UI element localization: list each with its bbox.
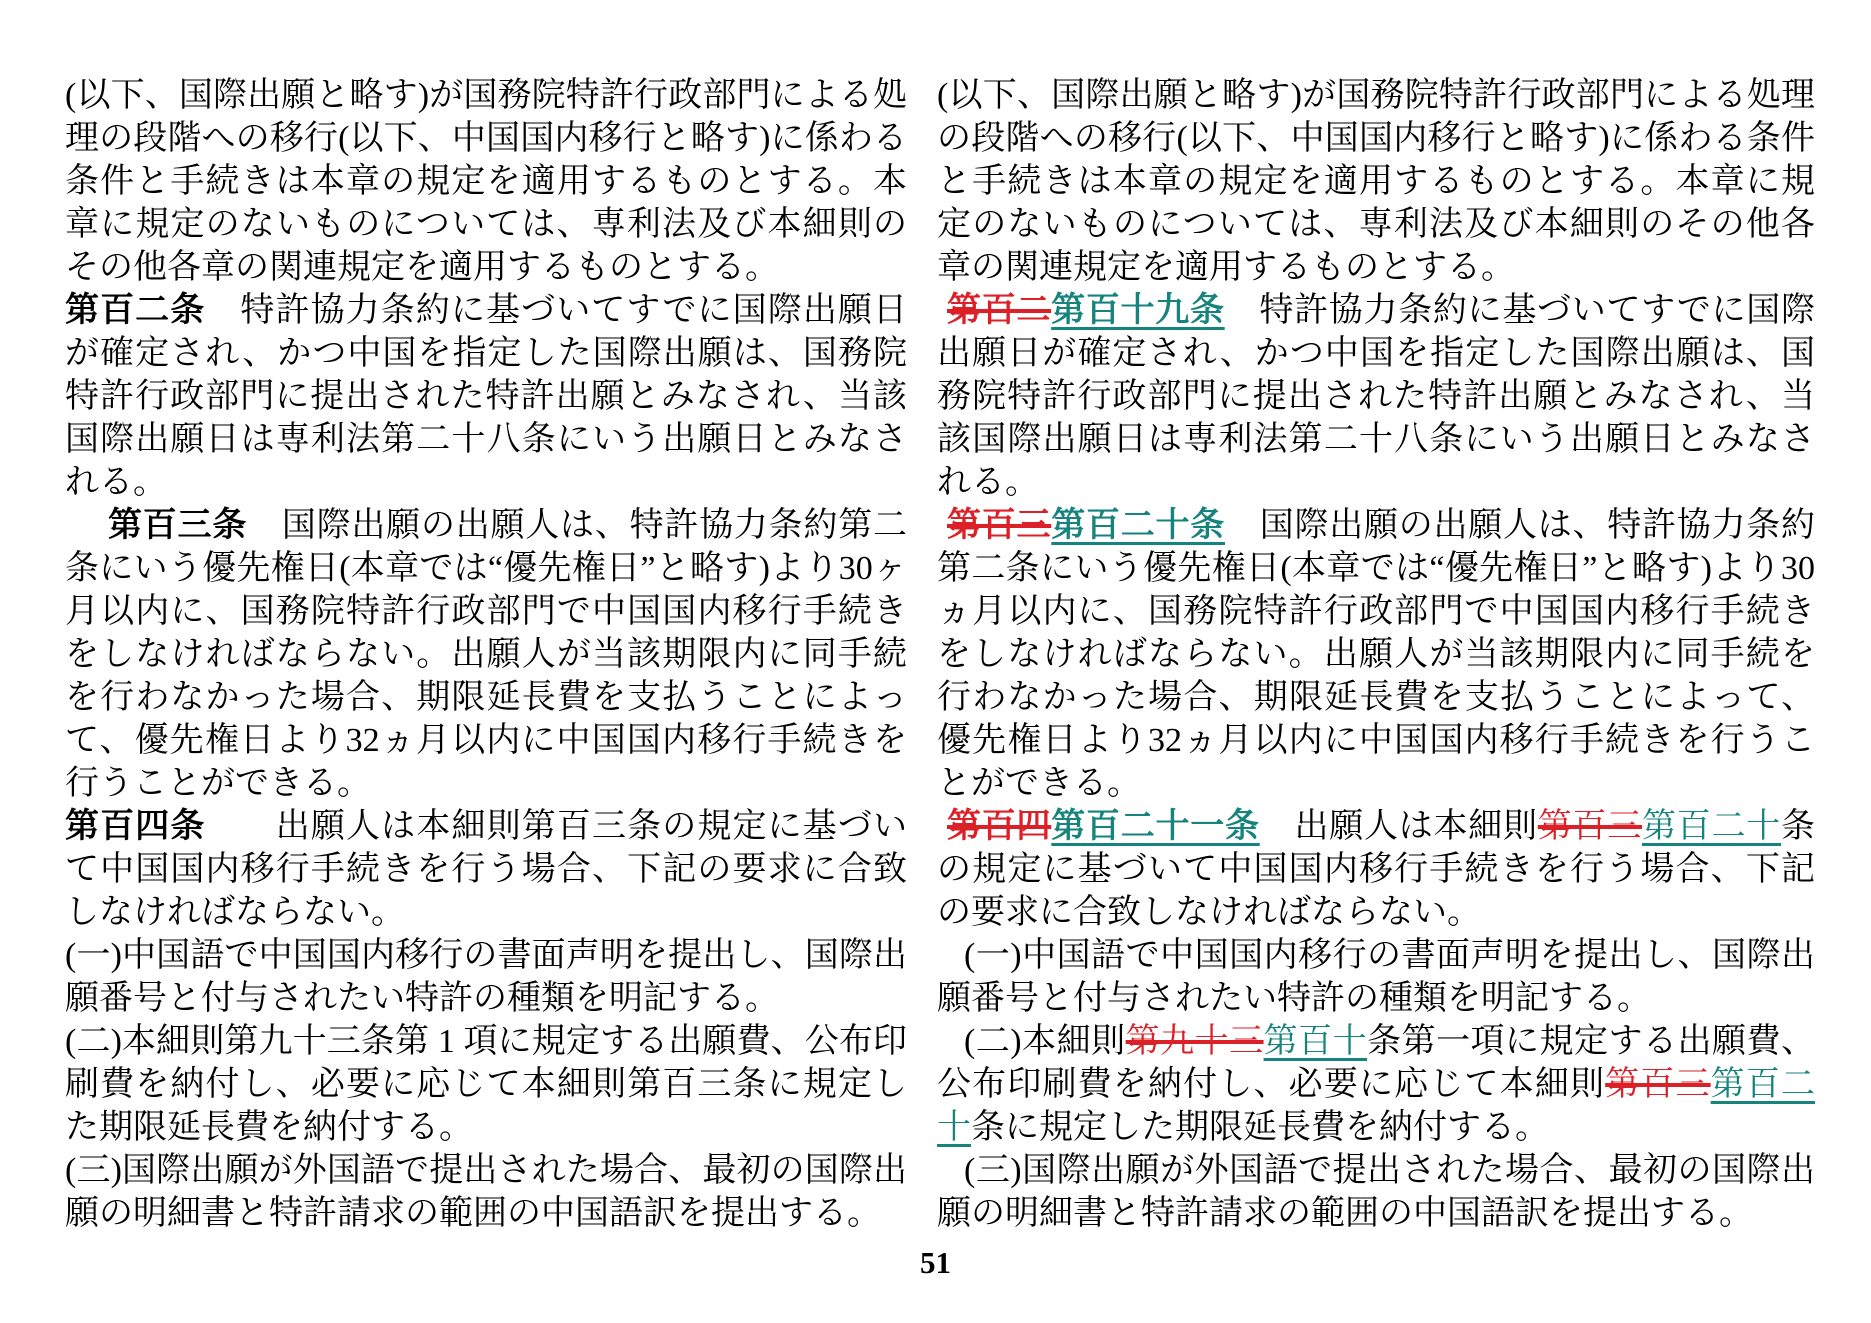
article-104 xyxy=(65,805,907,934)
inserted-text: 第百二十 xyxy=(937,1066,1816,1146)
text-run: 条第一項に規定する出願費、公布印刷費を納付し、必要に応じて本細則 xyxy=(937,1023,1816,1103)
text-run: (以下、国際出願と略す)が国務院特許行政部門による処理の段階への移行(以下、中国国内移行と略す)に係わる条件と手続きは本章の規定を適用するものとする。本章に規定のないものについては、専利法及び本細則のその他各章の関連規定を適用するものとする。 xyxy=(65,77,907,286)
item-1 xyxy=(937,934,1815,1020)
text-run: (以下、国際出願と略す)が国務院特許行政部門による処理の段階への移行(以下、中国国内移行と略す)に係わる条件と手続きは本章の規定を適用するものとする。本章に規定のないものについては、専利法及び本細則のその他各章の関連規定を適用するものとする。 xyxy=(937,77,1815,286)
inserted-text: 第百二十 xyxy=(1642,808,1781,845)
deleted-text: 第百三 xyxy=(1537,808,1642,845)
text-run: 国際出願の出願人は、特許協力条約第二条にいう優先権日(本章では“優先権日”と略す)より30ヶ月以内に、国務院特許行政部門で中国国内移行手続きをしなければならない。出願人が当該期限内に同手続を行わなかった場合、期限延長費を支払うことによって、優先権日より32ヵ月以内に中国国内移行手続きを行うことができる。 xyxy=(65,507,908,802)
article-102-revised-119 xyxy=(937,289,1815,504)
inserted-text: 第百二十条 xyxy=(1051,507,1225,544)
left-column xyxy=(65,74,907,1235)
article-103-revised-120 xyxy=(937,504,1815,805)
right-column xyxy=(937,74,1815,1235)
deleted-text: 第百二 xyxy=(947,292,1052,329)
item-2-revised xyxy=(937,1020,1815,1149)
text-run: (二)本細則第九十三条第 1 項に規定する出願費、公布印刷費を納付し、必要に応じて本細則第百三条に規定した期限延長費を納付する。 xyxy=(65,1023,907,1146)
text-run: (三)国際出願が外国語で提出された場合、最初の国際出願の明細書と特許請求の範囲の中国語訳を提出する。 xyxy=(65,1152,907,1232)
text-run: 第百四条 xyxy=(65,808,206,845)
text-run: 出願人は本細則 xyxy=(1259,808,1538,845)
deleted-text: 第九十三 xyxy=(1125,1023,1264,1060)
text-run: 特許協力条約に基づいてすでに国際出願日が確定され、かつ中国を指定した国際出願は、国務院特許行政部門に提出された特許出願とみなされ、当該国際出願日は専利法第二十八条にいう出願日とみなされる。 xyxy=(937,292,1816,501)
intro-paragraph xyxy=(65,74,907,289)
text-run: 条の規定に基づいて中国国内移行手続きを行う場合、下記の要求に合致しなければならない。 xyxy=(937,808,1815,931)
text-run: (二)本細則 xyxy=(964,1023,1126,1060)
deleted-text: 第百三 xyxy=(1605,1066,1711,1103)
deleted-text: 第百三 xyxy=(947,507,1052,544)
text-run: 出願人は本細則第百三条の規定に基づいて中国国内移行手続きを行う場合、下記の要求に合致しなければならない。 xyxy=(65,808,908,931)
text-run: 第百二条 xyxy=(65,292,206,329)
article-104-revised-121 xyxy=(937,805,1815,934)
page-number: 51 xyxy=(920,1245,951,1280)
inserted-text: 第百二十一条 xyxy=(1051,808,1260,845)
text-run: 条に規定した期限延長費を納付する。 xyxy=(971,1109,1549,1146)
item-3 xyxy=(937,1149,1815,1235)
item-1 xyxy=(65,934,907,1020)
text-run: 第百三条 xyxy=(108,507,248,544)
text-run: (一)中国語で中国国内移行の書面声明を提出し、国際出願番号と付与されたい特許の種類を明記する。 xyxy=(65,937,907,1017)
article-102 xyxy=(65,289,907,504)
inserted-text: 第百十九条 xyxy=(1051,292,1225,329)
article-103 xyxy=(65,504,907,805)
text-run: (一)中国語で中国国内移行の書面声明を提出し、国際出願番号と付与されたい特許の種類を明記する。 xyxy=(937,937,1815,1017)
intro-paragraph xyxy=(937,74,1815,289)
text-run: 国際出願の出願人は、特許協力条約第二条にいう優先権日(本章では“優先権日”と略す)より30ヵ月以内に、国務院特許行政部門で中国国内移行手続きをしなければならない。出願人が当該期限内に同手続を行わなかった場合、期限延長費を支払うことによって、優先権日より32ヵ月以内に中国国内移行手続きを行うことができる。 xyxy=(937,507,1815,802)
text-run: 特許協力条約に基づいてすでに国際出願日が確定され、かつ中国を指定した国際出願は、国務院特許行政部門に提出された特許出願とみなされ、当該国際出願日は専利法第二十八条にいう出願日とみなされる。 xyxy=(65,292,907,501)
deleted-text: 第百四 xyxy=(947,808,1052,845)
item-3 xyxy=(65,1149,907,1235)
item-2 xyxy=(65,1020,907,1149)
inserted-text: 第百十 xyxy=(1263,1023,1368,1060)
text-run: (三)国際出願が外国語で提出された場合、最初の国際出願の明細書と特許請求の範囲の中国語訳を提出する。 xyxy=(937,1152,1815,1232)
